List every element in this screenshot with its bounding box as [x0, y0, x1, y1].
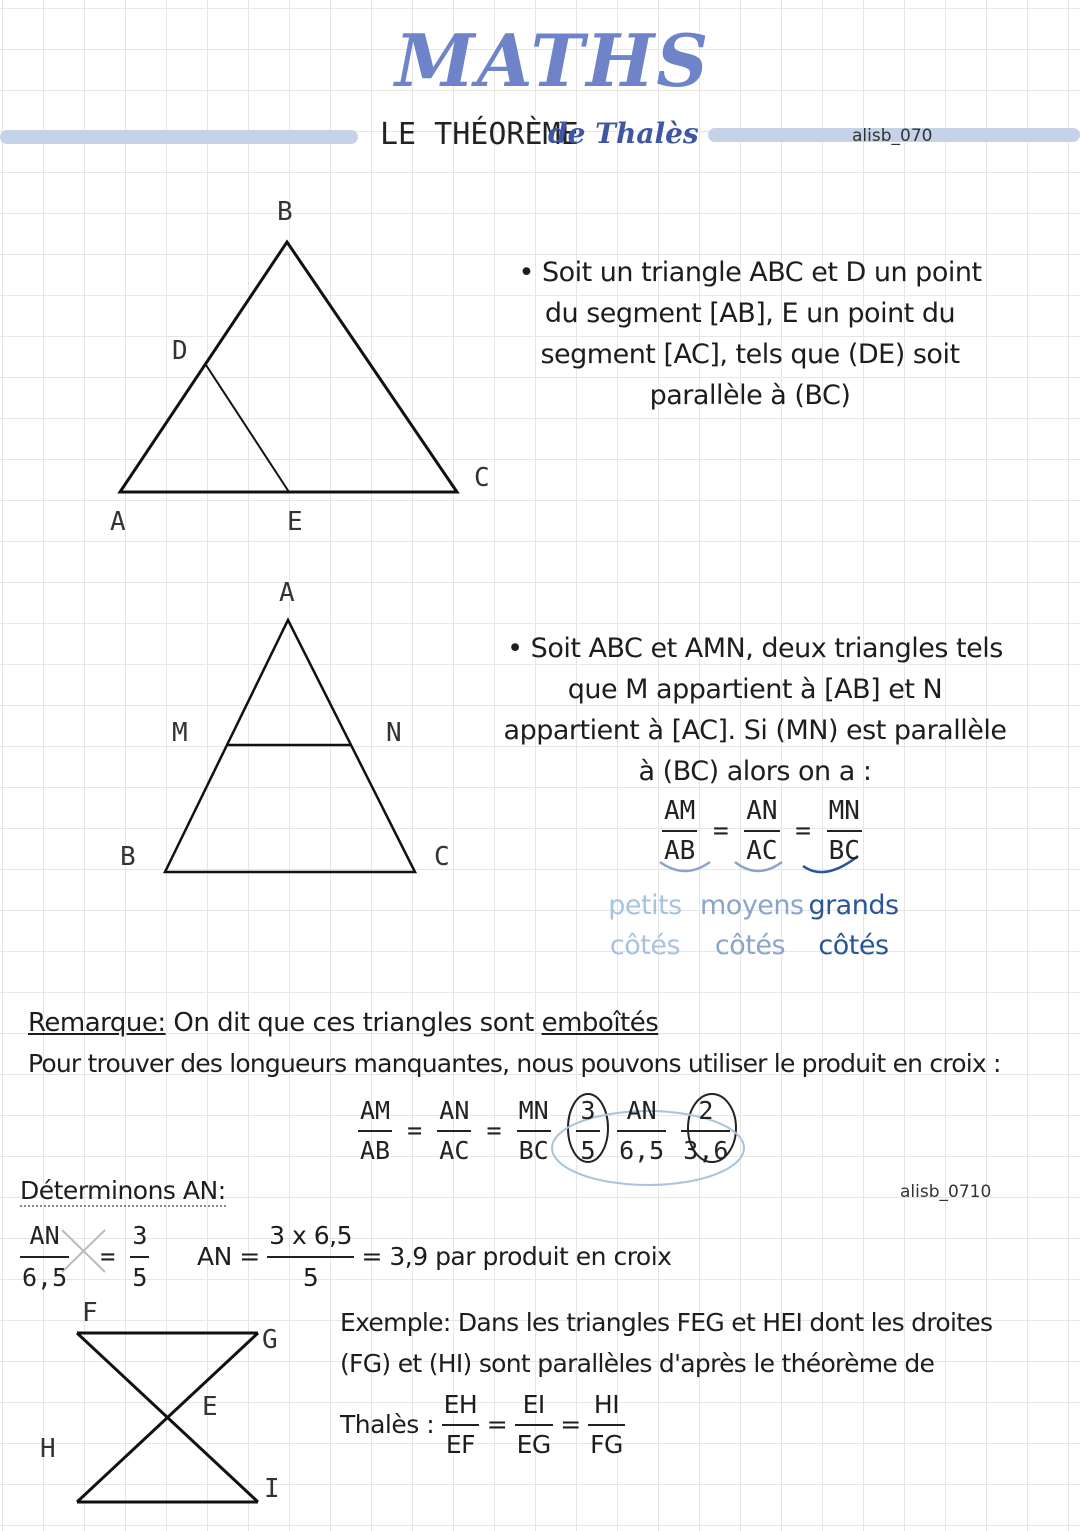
section1-line-2: du segment [AB], E un point du	[544, 298, 956, 329]
denominator: EF	[445, 1430, 476, 1459]
numerator: AM	[358, 1092, 392, 1132]
label-h: H	[40, 1434, 56, 1464]
denominator: 6,5	[619, 1136, 665, 1165]
segment-de	[206, 365, 289, 492]
numerator: AN	[437, 1092, 471, 1132]
denominator: BC	[828, 836, 860, 866]
numerator: AN	[20, 1216, 69, 1258]
denominator: AC	[746, 836, 778, 866]
medium-sides-line-1: moyens	[700, 890, 804, 921]
label-b-1: B	[277, 197, 293, 227]
fraction-am-ab	[358, 1092, 392, 1170]
fraction-eh-ef	[442, 1386, 480, 1464]
section1-line-1: • Soit un triangle ABC et D un point	[518, 257, 982, 288]
fraction-an-ac	[744, 792, 779, 870]
numerator: 3 x 6,5	[267, 1216, 354, 1258]
fraction-mn-bc	[517, 1092, 551, 1170]
denominator: BC	[518, 1136, 549, 1165]
label-large-sides	[806, 886, 901, 966]
remark-line-2: Pour trouver des longueurs manquantes, nous pouvons utiliser le produit en croix :	[28, 1049, 1001, 1078]
fraction-2-36	[681, 1092, 730, 1170]
large-sides-line-2: côtés	[818, 930, 889, 961]
equals-sign: =	[100, 1242, 116, 1271]
section2-line-2: que M appartient à [AB] et N	[567, 674, 943, 705]
formula-result: = 3,9 par produit en croix	[361, 1242, 672, 1271]
example-line-3	[340, 1386, 625, 1464]
label-c-2: C	[434, 842, 450, 872]
denominator: 5	[132, 1263, 148, 1292]
triangle-abc	[120, 242, 457, 492]
numerator: AM	[662, 792, 697, 832]
numerator: HI	[588, 1386, 625, 1426]
subtitle: LE THÉORÈME	[380, 117, 579, 152]
page-title: MATHS	[395, 18, 711, 103]
fraction-hi-fg	[588, 1386, 625, 1464]
label-m: M	[172, 718, 188, 748]
remark-text: On dit que ces triangles sont	[165, 1008, 542, 1038]
label-i: I	[264, 1474, 280, 1504]
fraction-mn-bc	[827, 792, 862, 870]
section2-line-3: appartient à [AC]. Si (MN) est parallèle	[503, 715, 1007, 746]
section1-line-3: segment [AC], tels que (DE) soit	[540, 339, 960, 370]
fraction-an-65	[617, 1092, 666, 1170]
numerator: MN	[517, 1092, 551, 1132]
denominator: AB	[360, 1136, 391, 1165]
label-a-2: A	[279, 578, 295, 608]
denominator: AC	[439, 1136, 470, 1165]
numerator: AN	[744, 792, 779, 832]
numerator: 2	[681, 1092, 730, 1132]
determine-title: Déterminons AN:	[20, 1176, 226, 1205]
denominator: 6,5	[22, 1263, 68, 1292]
subtitle-script: de Thalès	[548, 117, 699, 150]
label-b-2: B	[120, 842, 136, 872]
denominator: 3,6	[683, 1136, 729, 1165]
numerator: EI	[515, 1386, 553, 1426]
section1-text	[505, 252, 995, 416]
triangle-amn-figure	[165, 620, 415, 872]
equals-sign: =	[407, 1116, 423, 1145]
section1-line-4: parallèle à (BC)	[649, 380, 851, 411]
label-d: D	[172, 336, 188, 366]
numerator: MN	[827, 792, 862, 832]
denominator: AB	[664, 836, 696, 866]
denominator: EG	[516, 1430, 551, 1459]
numerator: 3	[130, 1216, 149, 1258]
remark-label: Remarque:	[28, 1008, 166, 1038]
equals-sign: =	[712, 816, 729, 846]
medium-sides-line-2: côtés	[714, 930, 786, 961]
label-c-1: C	[474, 463, 490, 493]
remark-ratio	[358, 1092, 551, 1170]
fraction-ei-eg	[515, 1386, 553, 1464]
label-n: N	[386, 718, 402, 748]
formula-fraction	[267, 1216, 354, 1298]
label-e-1: E	[287, 507, 303, 537]
fraction-am-ab	[662, 792, 697, 870]
section2-text	[500, 628, 1010, 792]
label-g: G	[262, 1325, 278, 1355]
label-e-3: E	[202, 1392, 218, 1422]
small-sides-line-1: petits	[608, 890, 682, 921]
section2-line-4: à (BC) alors on a :	[638, 756, 872, 787]
denominator: 5	[580, 1136, 596, 1165]
denominator: FG	[590, 1430, 623, 1459]
small-sides-line-2: côtés	[609, 930, 681, 961]
example-line-1: Exemple: Dans les triangles FEG et HEI dont les droites	[340, 1308, 993, 1337]
cross-product	[20, 1216, 149, 1298]
denominator: 5	[302, 1263, 319, 1292]
formula-prefix: AN =	[197, 1242, 260, 1271]
example-text	[340, 1302, 992, 1384]
fraction-an-65	[20, 1216, 69, 1298]
formula	[197, 1216, 671, 1298]
label-a-1: A	[110, 507, 126, 537]
thales-ratio	[662, 792, 862, 870]
example-line-2: (FG) et (HI) sont parallèles d'après le théorème de	[340, 1349, 935, 1378]
example-prefix: Thalès :	[340, 1410, 435, 1439]
equals-sign: =	[560, 1410, 581, 1439]
remark-values	[576, 1092, 730, 1170]
section2-line-1: • Soit ABC et AMN, deux triangles tels	[507, 633, 1003, 664]
author-handle-2: alisb_0710	[900, 1182, 992, 1202]
fraction-an-ac	[437, 1092, 471, 1170]
equals-sign: =	[795, 816, 811, 846]
numerator: AN	[617, 1092, 666, 1132]
author-handle: alisb_070	[852, 126, 933, 146]
triangle-abc-figure	[120, 242, 457, 492]
hourglass-figure	[77, 1333, 258, 1502]
fraction-3-5	[576, 1092, 600, 1170]
remark-line-1	[28, 1008, 658, 1038]
label-small-sides	[600, 886, 690, 966]
remark-emphasis: emboîtés	[541, 1008, 659, 1038]
label-f: F	[82, 1298, 98, 1328]
equals-sign: =	[486, 1410, 508, 1439]
equals-sign: =	[486, 1116, 502, 1145]
label-medium-sides	[700, 886, 804, 966]
numerator: 3	[576, 1092, 600, 1132]
fraction-3-5	[130, 1216, 149, 1298]
large-sides-line-1: grands	[808, 890, 899, 921]
numerator: EH	[442, 1386, 480, 1426]
